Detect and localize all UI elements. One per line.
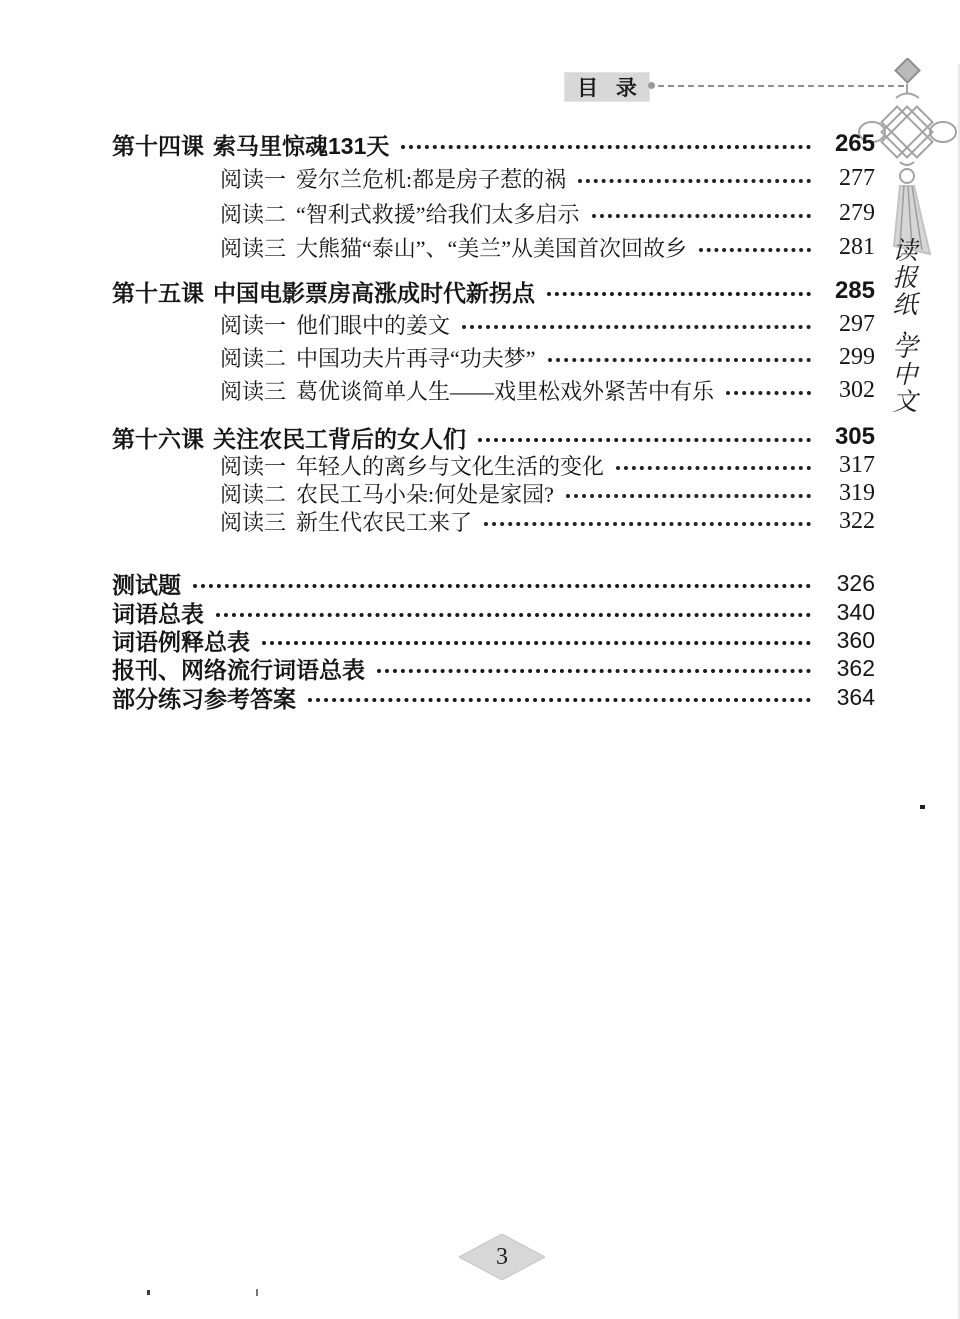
toc-lesson-row (112, 276, 875, 306)
page-number: 277 (839, 164, 875, 191)
toc-reading-row (112, 309, 875, 339)
page-number: 299 (839, 343, 875, 370)
appendix-title: 词语例释总表 (112, 628, 250, 655)
book-title-char: 学 (892, 335, 918, 362)
dot-leader (548, 358, 811, 362)
toc-appendix-row (112, 682, 875, 712)
appendix-title: 测试题 (112, 571, 181, 598)
toc-reading-row (112, 450, 875, 480)
reading-label: 阅读三 (220, 235, 287, 261)
toc-appendix-row (112, 597, 875, 627)
reading-title: 他们眼中的姜文 (296, 312, 451, 338)
header-rule-dot (648, 82, 655, 89)
page-number: 319 (839, 479, 875, 506)
reading-label: 阅读一 (220, 453, 287, 479)
lesson-label: 第十五课 (112, 279, 204, 306)
folio-number: 3 (496, 1243, 508, 1270)
scan-speck (147, 1290, 150, 1295)
toc-reading-row (112, 198, 875, 228)
toc-reading-row (112, 478, 875, 508)
page-number: 362 (836, 654, 875, 681)
lesson-title: 中国电影票房高涨成时代新拐点 (213, 279, 535, 306)
reading-title: 葛优谈简单人生——戏里松戏外紧苦中有乐 (296, 378, 715, 404)
dot-leader (262, 641, 811, 645)
book-title-char: 文 (892, 389, 918, 416)
page-number: 265 (834, 130, 875, 157)
page-number: 322 (839, 507, 875, 534)
book-title-char: 中 (892, 362, 918, 389)
dot-leader (478, 438, 811, 442)
page-number: 297 (839, 310, 875, 337)
folio-diamond (459, 1234, 545, 1280)
toc-reading-row (112, 163, 875, 193)
reading-label: 阅读二 (220, 481, 287, 507)
page-number: 279 (839, 199, 875, 226)
appendix-title: 部分练习参考答案 (112, 685, 296, 712)
lesson-title: 索马里惊魂131天 (213, 132, 390, 159)
book-title-vertical (884, 238, 926, 416)
toc-reading-row (112, 506, 875, 536)
dot-leader (547, 292, 811, 296)
reading-title: 年轻人的离乡与文化生活的变化 (296, 453, 605, 479)
lesson-label: 第十六课 (112, 425, 204, 452)
reading-label: 阅读二 (220, 201, 287, 227)
page-number: 360 (836, 626, 875, 653)
toc-lesson-row (112, 422, 875, 452)
scan-speck (920, 805, 925, 809)
page-number: 326 (836, 569, 875, 596)
reading-title: 中国功夫片再寻“功夫梦” (296, 345, 536, 371)
reading-title: “智利式救援”给我们太多启示 (296, 201, 580, 227)
toc-appendix-row (112, 653, 875, 683)
dot-leader (216, 613, 811, 617)
reading-title: 新生代农民工来了 (296, 509, 473, 535)
reading-title: 爱尔兰危机:都是房子惹的祸 (296, 166, 567, 192)
reading-title: 大熊猫“泰山”、“美兰”从美国首次回故乡 (296, 235, 688, 261)
toc-reading-row (112, 232, 875, 262)
book-title-char: 纸 (892, 292, 918, 319)
book-title-char: , (902, 314, 908, 339)
lesson-title: 关注农民工背后的女人们 (213, 425, 466, 452)
toc-reading-row (112, 375, 875, 405)
page-number: 281 (839, 233, 875, 260)
lesson-label: 第十四课 (112, 132, 204, 159)
page-number: 285 (834, 277, 875, 304)
appendix-title: 词语总表 (112, 600, 204, 627)
page-number: 305 (834, 423, 875, 450)
toc-lesson-row (112, 129, 875, 159)
page-number: 317 (839, 451, 875, 478)
reading-label: 阅读三 (220, 378, 287, 404)
reading-label: 阅读二 (220, 345, 287, 371)
reading-label: 阅读一 (220, 312, 287, 338)
toc-appendix-row (112, 625, 875, 655)
dot-leader (566, 494, 811, 498)
appendix-title: 报刊、网络流行词语总表 (112, 656, 365, 683)
page-number: 364 (836, 683, 875, 710)
reading-label: 阅读一 (220, 166, 287, 192)
dot-leader (578, 179, 811, 183)
dot-leader (308, 698, 811, 702)
book-title-char: 读 (892, 238, 918, 265)
page-number: 340 (836, 598, 875, 625)
dot-leader (193, 584, 811, 588)
dot-leader (401, 145, 811, 149)
dot-leader (726, 391, 811, 395)
reading-label: 阅读三 (220, 509, 287, 535)
page-number: 302 (839, 376, 875, 403)
dot-leader (462, 325, 811, 329)
toc-appendix-row (112, 568, 875, 598)
book-title-char: 报 (892, 265, 918, 292)
dot-leader (592, 214, 811, 218)
page-title: 目 录 (564, 72, 650, 102)
dot-leader (377, 669, 811, 673)
dot-leader (616, 466, 811, 470)
toc-reading-row (112, 342, 875, 372)
scan-speck (256, 1289, 258, 1296)
dot-leader (699, 248, 811, 252)
reading-title: 农民工马小朵:何处是家园? (296, 481, 554, 507)
dot-leader (484, 522, 811, 526)
